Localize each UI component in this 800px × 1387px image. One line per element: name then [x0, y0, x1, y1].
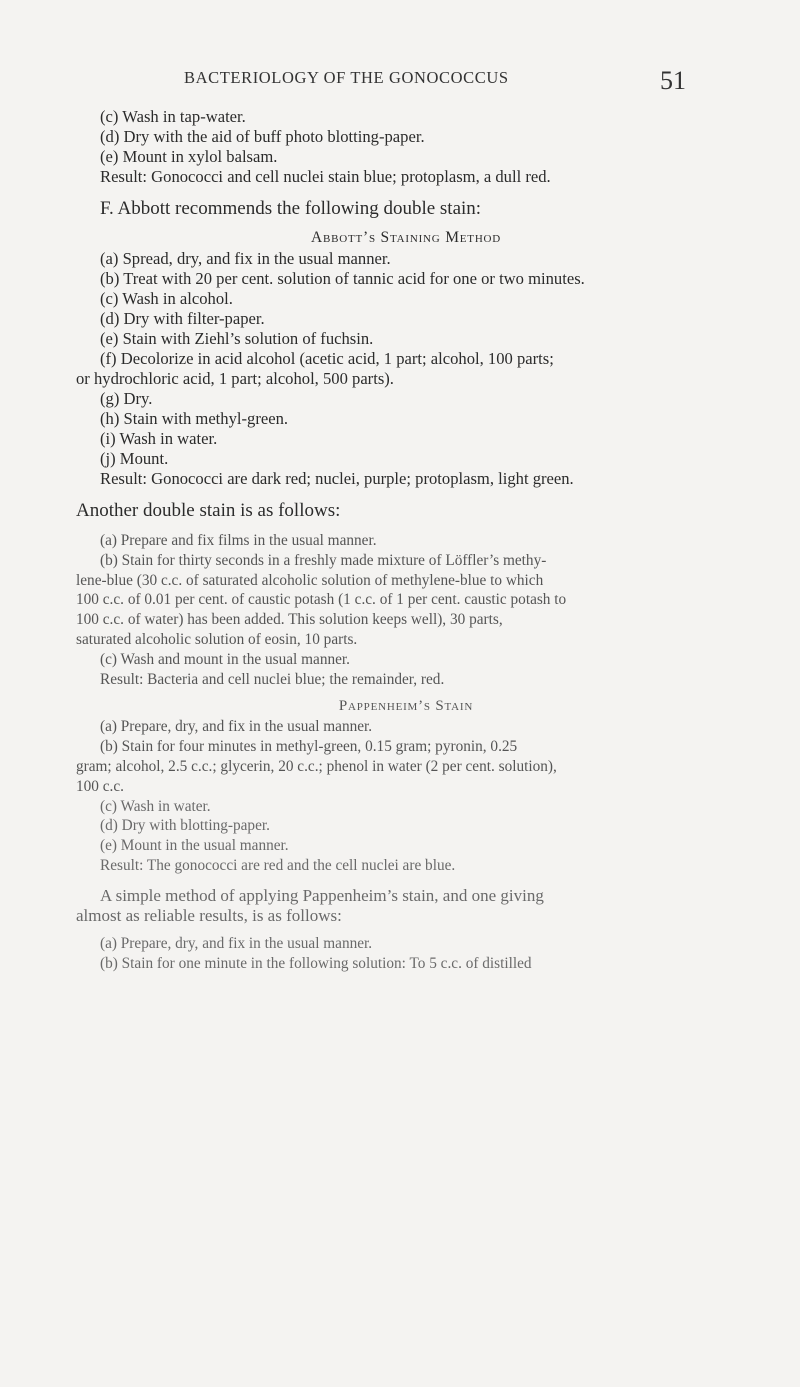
text-line: (b) Stain for thirty seconds in a freshly made mixture of Löffler’s methy- — [100, 551, 547, 569]
text-line: (c) Wash in alcohol. — [100, 289, 233, 308]
text-line: (j) Mount. — [100, 449, 169, 468]
text-line: 100 c.c. of water) has been added. This solution keeps well), 30 parts, — [76, 611, 503, 629]
text-line: (e) Stain with Ziehl’s solution of fuchsin. — [100, 329, 374, 348]
text-line: (e) Mount in the usual manner. — [100, 837, 289, 855]
text-line: (e) Mount in xylol balsam. — [100, 147, 278, 166]
text-line: (i) Wash in water. — [100, 429, 218, 448]
text-line: (d) Dry with filter-paper. — [100, 309, 265, 328]
result-line: Result: The gonococci are red and the cell nuclei are blue. — [100, 856, 456, 874]
text-line: (h) Stain with methyl-green. — [100, 409, 289, 428]
text-line: (b) Stain for four minutes in methyl-green, 0.15 gram; pyronin, 0.25 — [100, 738, 518, 756]
paragraph-line: A simple method of applying Pappenheim’s stain, and one giving — [100, 885, 544, 905]
text-line: 100 c.c. of 0.01 per cent. of caustic potash (1 c.c. of 1 per cent. caustic potash to — [76, 591, 567, 609]
text-line: lene-blue (30 c.c. of saturated alcoholic solution of methylene-blue to which — [76, 571, 544, 589]
text-line: (f) Decolorize in acid alcohol (acetic acid, 1 part; alcohol, 100 parts; — [100, 349, 554, 368]
text-line: (a) Prepare and fix films in the usual manner. — [100, 532, 377, 549]
result-line: Result: Gonococci are dark red; nuclei, purple; protoplasm, light green. — [100, 469, 574, 488]
section-heading: Pappenheim’s Stain — [338, 698, 474, 715]
paragraph-line: F. Abbott recommends the following double stain: — [100, 198, 482, 219]
text-line: (c) Wash in tap-water. — [100, 107, 246, 126]
text-line: (a) Prepare, dry, and fix in the usual manner. — [100, 718, 373, 736]
text-line: (d) Dry with blotting-paper. — [100, 817, 270, 835]
result-line: Result: Gonococci and cell nuclei stain blue; protoplasm, a dull red. — [100, 167, 551, 186]
page-number: 51 — [660, 66, 686, 95]
page-body — [76, 107, 736, 973]
text-line: (c) Wash and mount in the usual manner. — [100, 650, 350, 668]
text-line: (a) Prepare, dry, and fix in the usual manner. — [100, 934, 373, 952]
text-line: 100 c.c. — [76, 777, 124, 795]
page-header — [0, 66, 800, 96]
text-line: saturated alcoholic solution of eosin, 10 parts. — [76, 630, 358, 648]
paragraph-line: almost as reliable results, is as follows: — [76, 905, 342, 925]
text-line: gram; alcohol, 2.5 c.c.; glycerin, 20 c.c.; phenol in water (2 per cent. solution), — [76, 757, 557, 775]
text-line: (b) Stain for one minute in the following solution: To 5 c.c. of distilled — [100, 954, 532, 972]
small-print-section — [76, 934, 736, 974]
paragraph-line: Another double stain is as follows: — [76, 500, 341, 521]
text-line: (g) Dry. — [100, 389, 153, 408]
text-line: (c) Wash in water. — [100, 797, 211, 815]
small-print-section — [76, 531, 736, 876]
text-line: (a) Spread, dry, and fix in the usual manner. — [100, 249, 391, 268]
running-head: BACTERIOLOGY OF THE GONOCOCCUS — [184, 68, 509, 87]
text-line: or hydrochloric acid, 1 part; alcohol, 500 parts). — [76, 369, 394, 388]
section-heading: Abbott’s Staining Method — [310, 229, 502, 246]
result-line: Result: Bacteria and cell nuclei blue; the remainder, red. — [100, 670, 445, 688]
text-line: (d) Dry with the aid of buff photo blotting-paper. — [100, 127, 425, 146]
text-line: (b) Treat with 20 per cent. solution of tannic acid for one or two minutes. — [100, 269, 585, 288]
